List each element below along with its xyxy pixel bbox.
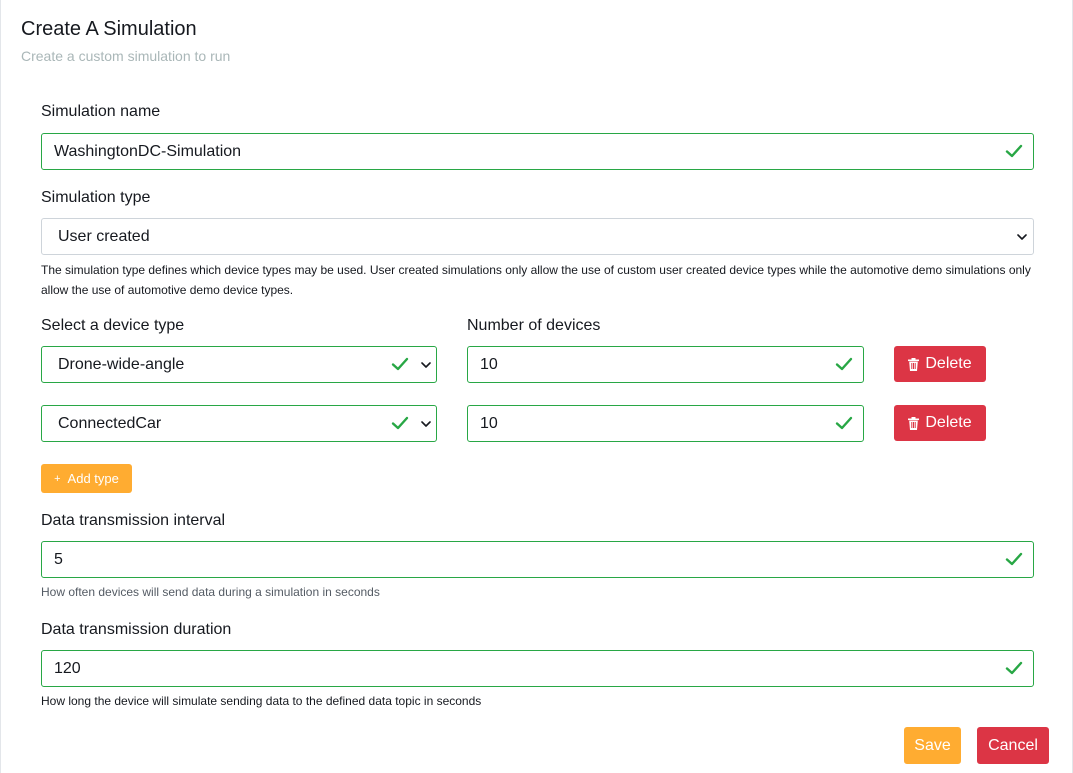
device-type-select[interactable] xyxy=(41,346,437,383)
device-type-value: Drone-wide-angle xyxy=(58,355,185,373)
duration-help: How long the device will simulate sending data to the defined data topic in seconds xyxy=(41,694,482,708)
check-icon xyxy=(1005,659,1023,677)
save-button[interactable]: Save xyxy=(904,727,961,764)
simulation-type-label: Simulation type xyxy=(41,189,151,206)
trash-icon xyxy=(908,417,919,430)
duration-label: Data transmission duration xyxy=(41,621,232,638)
simulation-name-value: WashingtonDC-Simulation xyxy=(54,142,242,160)
device-type-select[interactable] xyxy=(41,405,437,442)
plus-icon: + xyxy=(54,472,61,485)
simulation-type-value: User created xyxy=(58,227,150,245)
duration-input[interactable] xyxy=(41,650,1034,687)
device-count-value: 10 xyxy=(480,414,498,432)
add-type-label: Add type xyxy=(67,471,119,486)
simulation-name-input[interactable] xyxy=(41,133,1034,170)
chevron-down-icon xyxy=(421,361,431,369)
trash-icon xyxy=(908,358,919,371)
check-icon xyxy=(835,355,853,373)
page-subtitle: Create a custom simulation to run xyxy=(21,48,231,64)
check-icon xyxy=(391,355,409,373)
cancel-button[interactable]: Cancel xyxy=(977,727,1049,764)
device-count-input[interactable] xyxy=(467,346,864,383)
delete-button-label: Delete xyxy=(925,355,972,372)
add-type-button[interactable] xyxy=(41,464,132,493)
duration-value: 120 xyxy=(54,659,81,677)
simulation-name-label: Simulation name xyxy=(41,103,161,120)
check-icon xyxy=(1005,142,1023,160)
delete-device-button[interactable] xyxy=(894,346,986,382)
simulation-type-select[interactable] xyxy=(41,218,1034,255)
page-title: Create A Simulation xyxy=(21,18,197,40)
delete-device-button[interactable] xyxy=(894,405,986,441)
chevron-down-icon xyxy=(421,420,431,428)
device-count-input[interactable] xyxy=(467,405,864,442)
chevron-down-icon xyxy=(1017,233,1027,241)
check-icon xyxy=(835,414,853,432)
device-count-value: 10 xyxy=(480,355,498,373)
delete-button-label: Delete xyxy=(925,414,972,431)
device-type-value: ConnectedCar xyxy=(58,414,162,432)
device-count-label: Number of devices xyxy=(467,317,601,334)
simulation-type-help: The simulation type defines which device types may be used. User created simulations only allow the use of custom user created device types while the automotive demo simulations only allow the use of automotive demo device types. xyxy=(41,263,1031,297)
interval-value: 5 xyxy=(54,550,63,568)
check-icon xyxy=(391,414,409,432)
check-icon xyxy=(1005,550,1023,568)
interval-input[interactable] xyxy=(41,541,1034,578)
device-type-label: Select a device type xyxy=(41,317,185,334)
interval-label: Data transmission interval xyxy=(41,512,226,529)
interval-help: How often devices will send data during a simulation in seconds xyxy=(41,585,380,599)
